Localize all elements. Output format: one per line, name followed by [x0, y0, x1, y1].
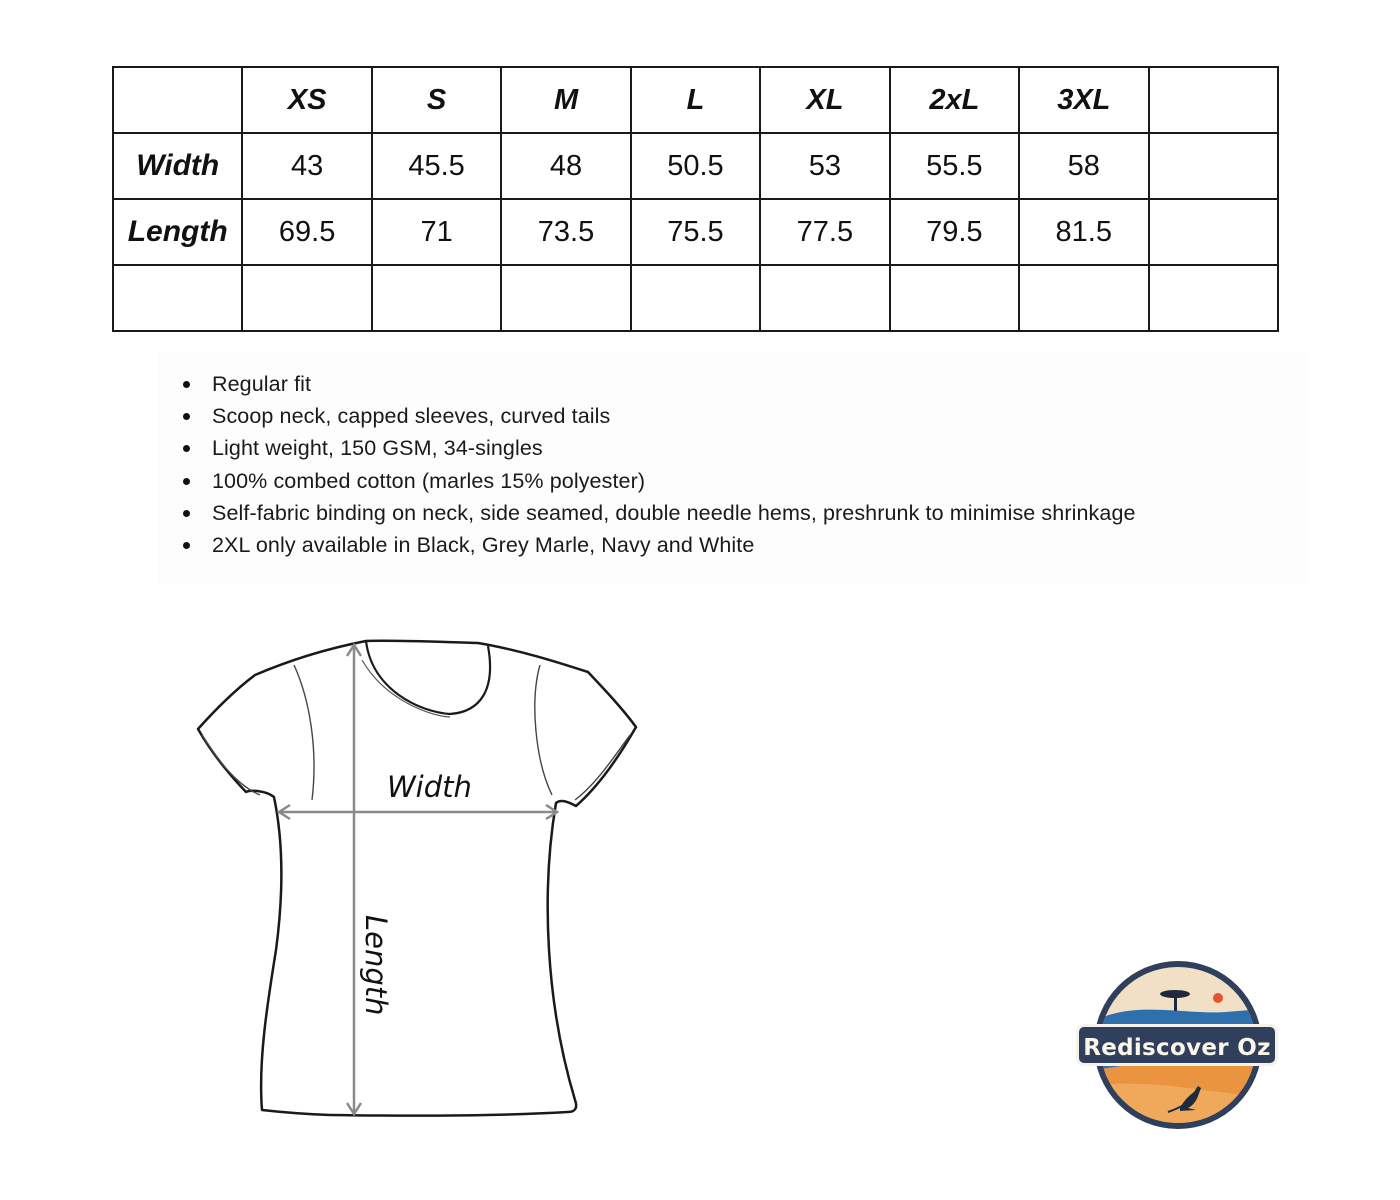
bullet-icon	[183, 478, 190, 485]
feature-text: Regular fit	[212, 372, 312, 396]
bullet-icon	[183, 542, 190, 549]
table-cell: 45.5	[372, 133, 501, 199]
header-cell-blank	[113, 67, 242, 133]
table-cell	[631, 265, 760, 331]
table-cell: 43	[242, 133, 371, 199]
table-cell: 55.5	[890, 133, 1019, 199]
table-cell: 50.5	[631, 133, 760, 199]
tshirt-outline-icon	[198, 641, 636, 1116]
table-cell: 58	[1019, 133, 1148, 199]
feature-list	[180, 368, 1136, 561]
header-cell-xs: XS	[242, 67, 371, 133]
list-item	[180, 368, 1136, 400]
feature-text: Scoop neck, capped sleeves, curved tails	[212, 404, 611, 429]
table-cell	[1019, 265, 1148, 331]
header-cell-extra	[1149, 67, 1279, 133]
table-cell	[1149, 133, 1279, 199]
bullet-icon	[183, 381, 190, 388]
list-item	[180, 400, 1136, 432]
list-item	[180, 432, 1136, 464]
sun-icon	[1213, 993, 1223, 1003]
brand-name: Rediscover Oz	[1076, 1024, 1278, 1066]
table-cell: 69.5	[242, 199, 371, 265]
feature-text: Light weight, 150 GSM, 34-singles	[212, 436, 543, 461]
header-cell-2xl: 2xL	[890, 67, 1019, 133]
width-row	[113, 133, 1278, 199]
tshirt-diagram	[185, 625, 655, 1145]
size-header-row	[113, 67, 1278, 133]
table-cell	[760, 265, 889, 331]
length-label: Length	[359, 915, 393, 1016]
table-cell: 48	[501, 133, 630, 199]
bullet-icon	[183, 510, 190, 517]
width-label: Width	[387, 770, 472, 804]
table-cell: 79.5	[890, 199, 1019, 265]
table-cell	[501, 265, 630, 331]
header-cell-xl: XL	[760, 67, 889, 133]
feature-list-panel	[158, 352, 1308, 584]
feature-text: 100% combed cotton (marles 15% polyester)	[212, 468, 646, 493]
length-row	[113, 199, 1278, 265]
list-item	[180, 529, 1136, 561]
table-cell: 81.5	[1019, 199, 1148, 265]
table-cell: 75.5	[631, 199, 760, 265]
header-cell-m: M	[501, 67, 630, 133]
row-label-width: Width	[113, 133, 242, 199]
feature-text: 2XL only available in Black, Grey Marle, Navy and White	[212, 533, 755, 558]
row-label-length: Length	[113, 199, 242, 265]
table-cell	[890, 265, 1019, 331]
empty-row	[113, 265, 1278, 331]
header-cell-s: S	[372, 67, 501, 133]
bullet-icon	[183, 445, 190, 452]
list-item	[180, 497, 1136, 529]
table-cell: 71	[372, 199, 501, 265]
row-label-empty	[113, 265, 242, 331]
table-cell: 77.5	[760, 199, 889, 265]
table-cell	[372, 265, 501, 331]
table-cell	[242, 265, 371, 331]
table-cell: 73.5	[501, 199, 630, 265]
table-cell: 53	[760, 133, 889, 199]
list-item	[180, 465, 1136, 497]
bullet-icon	[183, 413, 190, 420]
table-cell	[1149, 265, 1279, 331]
table-cell	[1149, 199, 1279, 265]
feature-text: Self-fabric binding on neck, side seamed, double needle hems, preshrunk to minimise shrinkage	[212, 500, 1136, 525]
header-cell-l: L	[631, 67, 760, 133]
size-chart-table	[112, 66, 1279, 332]
header-cell-3xl: 3XL	[1019, 67, 1148, 133]
